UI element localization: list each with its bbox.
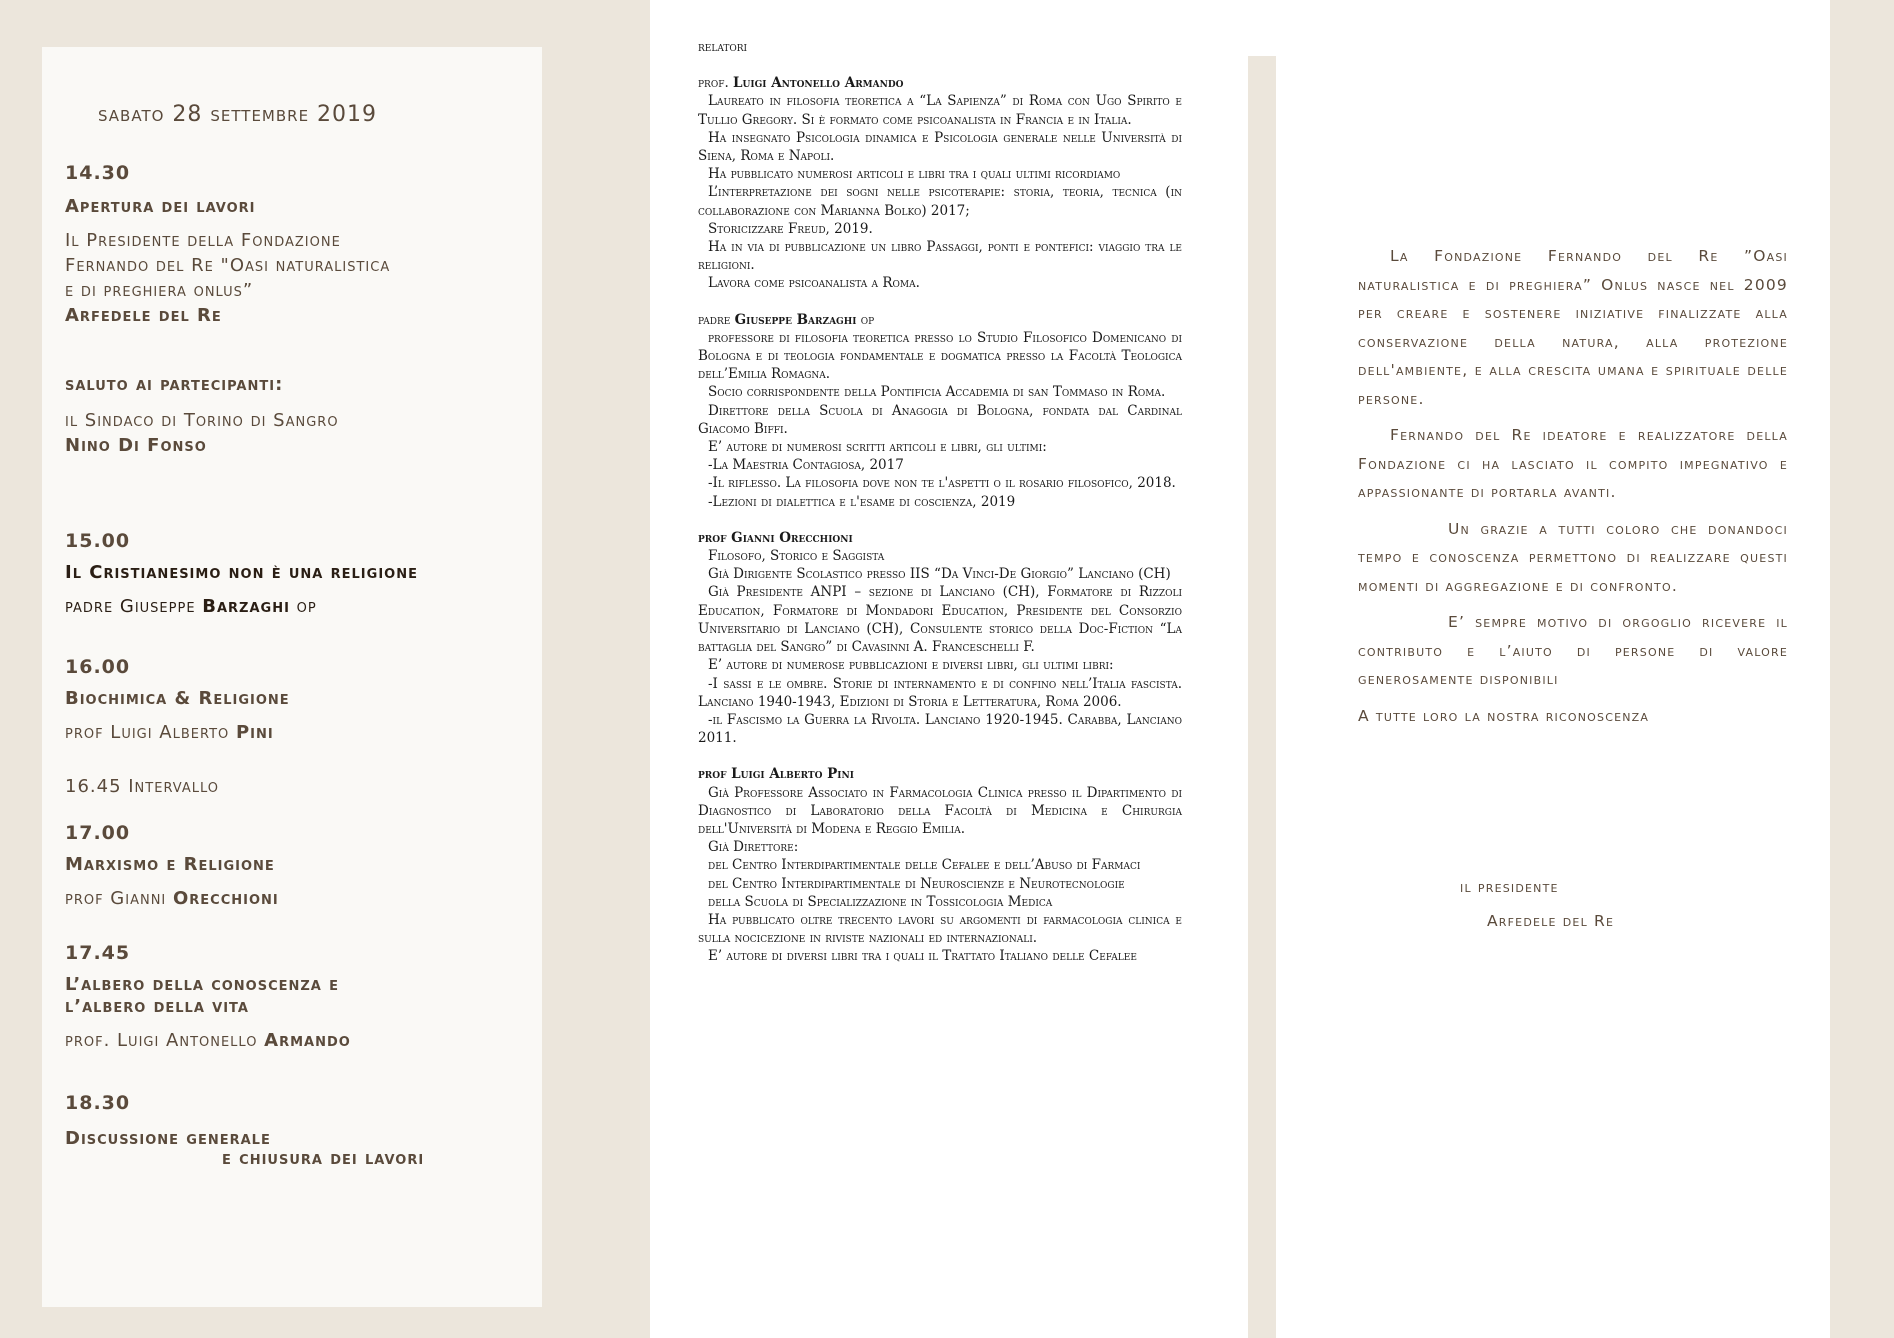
session-opening-title: Apertura dei lavori bbox=[65, 196, 256, 217]
time-1600: 16.00 bbox=[65, 656, 131, 678]
time-1500: 15.00 bbox=[65, 530, 131, 552]
signature-title: il presidente bbox=[1460, 878, 1559, 896]
bio-line: Storicizzare Freud, 2019. bbox=[708, 220, 873, 237]
session-cristianesimo-speaker: padre Giuseppe Barzaghi op bbox=[65, 596, 317, 617]
right-edge-strip bbox=[1830, 0, 1894, 1338]
bio-line: Filosofo, Storico e Saggista bbox=[708, 548, 885, 565]
speaker-barzaghi-header: padre Giuseppe Barzaghi op bbox=[698, 311, 875, 328]
bio-line: -La Maestria Contagiosa, 2017 bbox=[708, 457, 904, 474]
speaker-pini-header: prof Luigi Alberto Pini bbox=[698, 766, 854, 783]
speaker-armando-header: prof. Luigi Antonello Armando bbox=[698, 75, 904, 92]
session-cristianesimo-title: Il Cristianesimo non è una religione bbox=[65, 562, 418, 583]
session-marxismo-speaker: prof Gianni Orecchioni bbox=[65, 888, 279, 909]
session-albero-title-1: L’albero della conoscenza e bbox=[65, 974, 340, 995]
bio-line: -Lezioni di dialettica e l'esame di coscienza, 2019 bbox=[708, 493, 1016, 510]
foundation-paragraph-4: E’ sempre motivo di orgoglio ricevere il contributo e l’aiuto di persone di valore generosamente disponibili bbox=[1358, 613, 1788, 688]
session-biochimica-speaker: prof Luigi Alberto Pini bbox=[65, 722, 274, 743]
bio-line: Socio corrispondente della Pontificia Accademia di san Tommaso in Roma. bbox=[708, 384, 1166, 401]
mayor-name: Nino Di Fonso bbox=[65, 435, 207, 456]
foundation-paragraph-5: A tutte loro la nostra riconoscenza bbox=[1358, 706, 1650, 725]
time-1700: 17.00 bbox=[65, 822, 131, 844]
bio-line: L’interpretazione dei sogni nelle psicoterapie: storia, teoria, tecnica (in collaborazione con Marianna Bolko) 2017; bbox=[698, 184, 1182, 219]
session-opening-line3: e di preghiera onlus” bbox=[65, 280, 254, 301]
foundation-paragraph-3: Un grazie a tutti coloro che donandoci tempo e conoscenza permettono di realizzare questi momenti di aggregazione e di confronto. bbox=[1358, 519, 1788, 595]
speakers-column bbox=[698, 38, 1182, 966]
bio-line: -Il riflesso. La filosofia dove non te l'aspetti o il rosario filosofico, 2018. bbox=[708, 475, 1176, 492]
session-discussione-title-1: Discussione generale bbox=[65, 1128, 271, 1149]
bio-line: Laureato in filosofia teoretica a “La Sapienza” di Roma con Ugo Spirito e Tullio Gregory. Si è formato come psicoanalista in Francia e in Italia. bbox=[698, 93, 1182, 128]
bio-line: -il Fascismo la Guerra la Rivolta. Lanciano 1920-1945. Carabba, Lanciano 2011. bbox=[698, 711, 1182, 747]
speaker-orecchioni-bio bbox=[698, 547, 1182, 747]
foundation-column bbox=[1358, 242, 1788, 738]
greeting-heading: saluto ai partecipanti: bbox=[65, 374, 284, 395]
session-discussione-title-2: e chiusura dei lavori bbox=[222, 1148, 425, 1169]
bio-line: professore di filosofia teoretica presso lo Studio Filosofico Domenicano di Bologna e di teologia fondamentale e dogmatica presso la Facoltà Teologica dell’Emilia Romagna. bbox=[698, 329, 1182, 383]
bio-line: Già Professore Associato in Farmacologia Clinica presso il Dipartimento di Diagnostico di Laboratorio della Facoltà di Medicina e Chirurgia dell'Università di Modena e Reggio Emilia. bbox=[698, 784, 1182, 837]
bio-line: Già Presidente ANPI – sezione di Lanciano (CH), Formatore di Rizzoli Education, Formatore di Mondadori Education, Presidente del Consorzio Universitario di Lanciano (CH), Consulente storico della Doc-Fiction “La battaglia del Sangro” di Cavasinni A. Franceschelli F. bbox=[698, 584, 1182, 656]
president-name: Arfedele del Re bbox=[65, 305, 222, 326]
speakers-heading: relatori bbox=[698, 39, 748, 55]
bio-line: Già Direttore: bbox=[708, 839, 799, 856]
event-date: sabato 28 settembre 2019 bbox=[98, 102, 378, 127]
bio-line: E’ autore di numerosi scritti articoli e libri, gli ultimi: bbox=[708, 439, 1047, 456]
session-opening-line1: Il Presidente della Fondazione bbox=[65, 230, 341, 251]
session-biochimica-title: Biochimica & Religione bbox=[65, 688, 290, 709]
speaker-barzaghi-bio bbox=[698, 329, 1182, 511]
bio-line: Lavora come psicoanalista a Roma. bbox=[708, 275, 920, 292]
mayor-line: il Sindaco di Torino di Sangro bbox=[65, 410, 339, 431]
speaker-pini-bio bbox=[698, 784, 1182, 966]
bio-line: Ha pubblicato oltre trecento lavori su argomenti di farmacologia clinica e sulla nocicezione in riviste nazionali ed internazionali. bbox=[698, 911, 1182, 947]
speaker-orecchioni-header: prof Gianni Orecchioni bbox=[698, 529, 853, 546]
break-line: 16.45 Intervallo bbox=[65, 776, 219, 797]
divider-strip bbox=[1248, 56, 1276, 1338]
foundation-paragraph-2: Fernando del Re ideatore e realizzatore della Fondazione ci ha lasciato il compito impegnativo e appassionante di portarla avanti. bbox=[1358, 426, 1788, 501]
bio-line: del Centro Interdipartimentale delle Cefalee e dell’Abuso di Farmaci bbox=[708, 857, 1141, 874]
bio-line: Già Dirigente Scolastico presso IIS “Da Vinci-De Giorgio” Lanciano (CH) bbox=[708, 566, 1171, 583]
bio-line: E’ autore di numerose pubblicazioni e diversi libri, gli ultimi libri: bbox=[708, 657, 1114, 674]
bio-line: Ha pubblicato numerosi articoli e libri tra i quali ultimi ricordiamo bbox=[708, 166, 1121, 183]
session-albero-title-2: l’albero della vita bbox=[65, 996, 249, 1017]
bio-line: del Centro Interdipartimentale di Neuroscienze e Neurotecnologie bbox=[708, 875, 1125, 892]
time-1830: 18.30 bbox=[65, 1092, 131, 1114]
bio-line: Direttore della Scuola di Anagogia di Bologna, fondata dal Cardinal Giacomo Biffi. bbox=[698, 402, 1182, 437]
time-1745: 17.45 bbox=[65, 942, 131, 964]
signature-name: Arfedele del Re bbox=[1487, 912, 1615, 930]
foundation-paragraph-1: La Fondazione Fernando del Re ”Oasi naturalistica e di preghiera” Onlus nasce nel 2009 per creare e sostenere iniziative finalizzate alla conservazione della natura, alla protezione dell'ambiente, e alla crescita umana e spirituale delle persone. bbox=[1358, 247, 1788, 408]
session-opening-line2: Fernando del Re "Oasi naturalistica bbox=[65, 255, 391, 276]
session-marxismo-title: Marxismo e Religione bbox=[65, 854, 275, 875]
speaker-armando-bio bbox=[698, 92, 1182, 292]
bio-line: Ha in via di pubblicazione un libro Passaggi, ponti e pontefici: viaggio tra le religioni. bbox=[698, 239, 1182, 274]
bio-line: della Scuola di Specializzazione in Tossicologia Medica bbox=[708, 893, 1053, 910]
bio-line: E’ autore di diversi libri tra i quali il Trattato Italiano delle Cefalee bbox=[708, 948, 1137, 965]
session-albero-speaker: prof. Luigi Antonello Armando bbox=[65, 1030, 351, 1051]
bio-line: Ha insegnato Psicologia dinamica e Psicologia generale nelle Università di Siena, Roma e Napoli. bbox=[698, 129, 1182, 165]
time-1430: 14.30 bbox=[65, 162, 131, 184]
bio-line: -I sassi e le ombre. Storie di internamento e di confino nell’Italia fascista. Lanciano 1940-1943, Edizioni di Storia e Letteratura, Roma 2006. bbox=[698, 675, 1182, 710]
